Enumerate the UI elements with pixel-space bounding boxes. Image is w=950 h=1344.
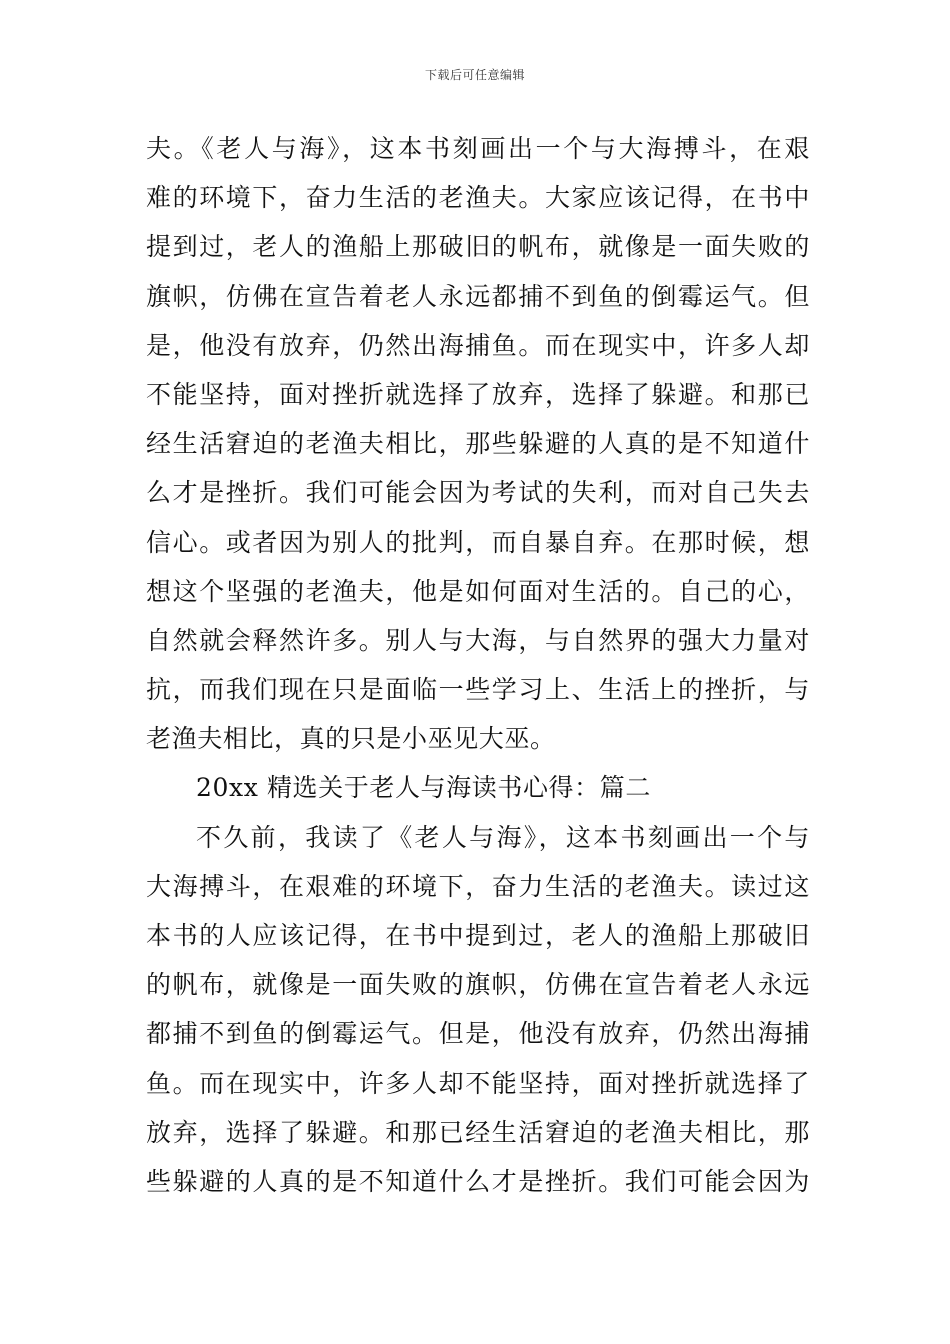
text-line: 大海搏斗，在艰难的环境下，奋力生活的老渔夫。读过这	[146, 871, 810, 901]
text-line: 放弃，选择了躲避。和那已经生活窘迫的老渔夫相比，那	[146, 1117, 810, 1147]
text-line: 本书的人应该记得，在书中提到过，老人的渔船上那破旧	[146, 921, 810, 950]
text-line: 的帆布，就像是一面失败的旗帜，仿佛在宣告着老人永远	[146, 970, 810, 1000]
text-line: 难的环境下，奋力生活的老渔夫。大家应该记得，在书中	[146, 183, 810, 213]
text-line: 老渔夫相比，真的只是小巫见大巫。	[146, 724, 556, 754]
text-line: 旗帜，仿佛在宣告着老人永远都捕不到鱼的倒霉运气。但	[146, 281, 810, 311]
text-line: 抗，而我们现在只是面临一些学习上、生活上的挫折，与	[146, 675, 810, 705]
paragraph-first-line: 不久前，我读了《老人与海》，这本书刻画出一个与	[196, 822, 810, 852]
page-header: 下载后可任意编辑	[424, 68, 525, 82]
text-line: 是，他没有放弃，仍然出海捕鱼。而在现实中，许多人却	[146, 330, 810, 360]
text-line: 自然就会释然许多。别人与大海，与自然界的强大力量对	[146, 625, 810, 655]
text-line: 提到过，老人的渔船上那破旧的帆布，就像是一面失败的	[146, 232, 810, 262]
text-line: 些躲避的人真的是不知道什么才是挫折。我们可能会因为	[146, 1166, 810, 1196]
text-line: 都捕不到鱼的倒霉运气。但是，他没有放弃，仍然出海捕	[146, 1019, 810, 1049]
text-line: 不能坚持，面对挫折就选择了放弃，选择了躲避。和那已	[146, 379, 810, 409]
text-line: 么才是挫折。我们可能会因为考试的失利，而对自己失去	[146, 478, 810, 508]
body-text	[146, 124, 810, 1206]
section-heading: 20xx 精选关于老人与海读书心得：篇二	[196, 773, 651, 803]
text-line: 鱼。而在现实中，许多人却不能坚持，面对挫折就选择了	[146, 1068, 810, 1098]
text-line: 信心。或者因为别人的批判，而自暴自弃。在那时候，想	[146, 527, 810, 557]
text-line: 夫。《老人与海》，这本书刻画出一个与大海搏斗，在艰	[146, 134, 810, 163]
text-line: 想这个坚强的老渔夫，他是如何面对生活的。自己的心，	[146, 576, 810, 606]
text-line: 经生活窘迫的老渔夫相比，那些躲避的人真的是不知道什	[146, 429, 810, 459]
